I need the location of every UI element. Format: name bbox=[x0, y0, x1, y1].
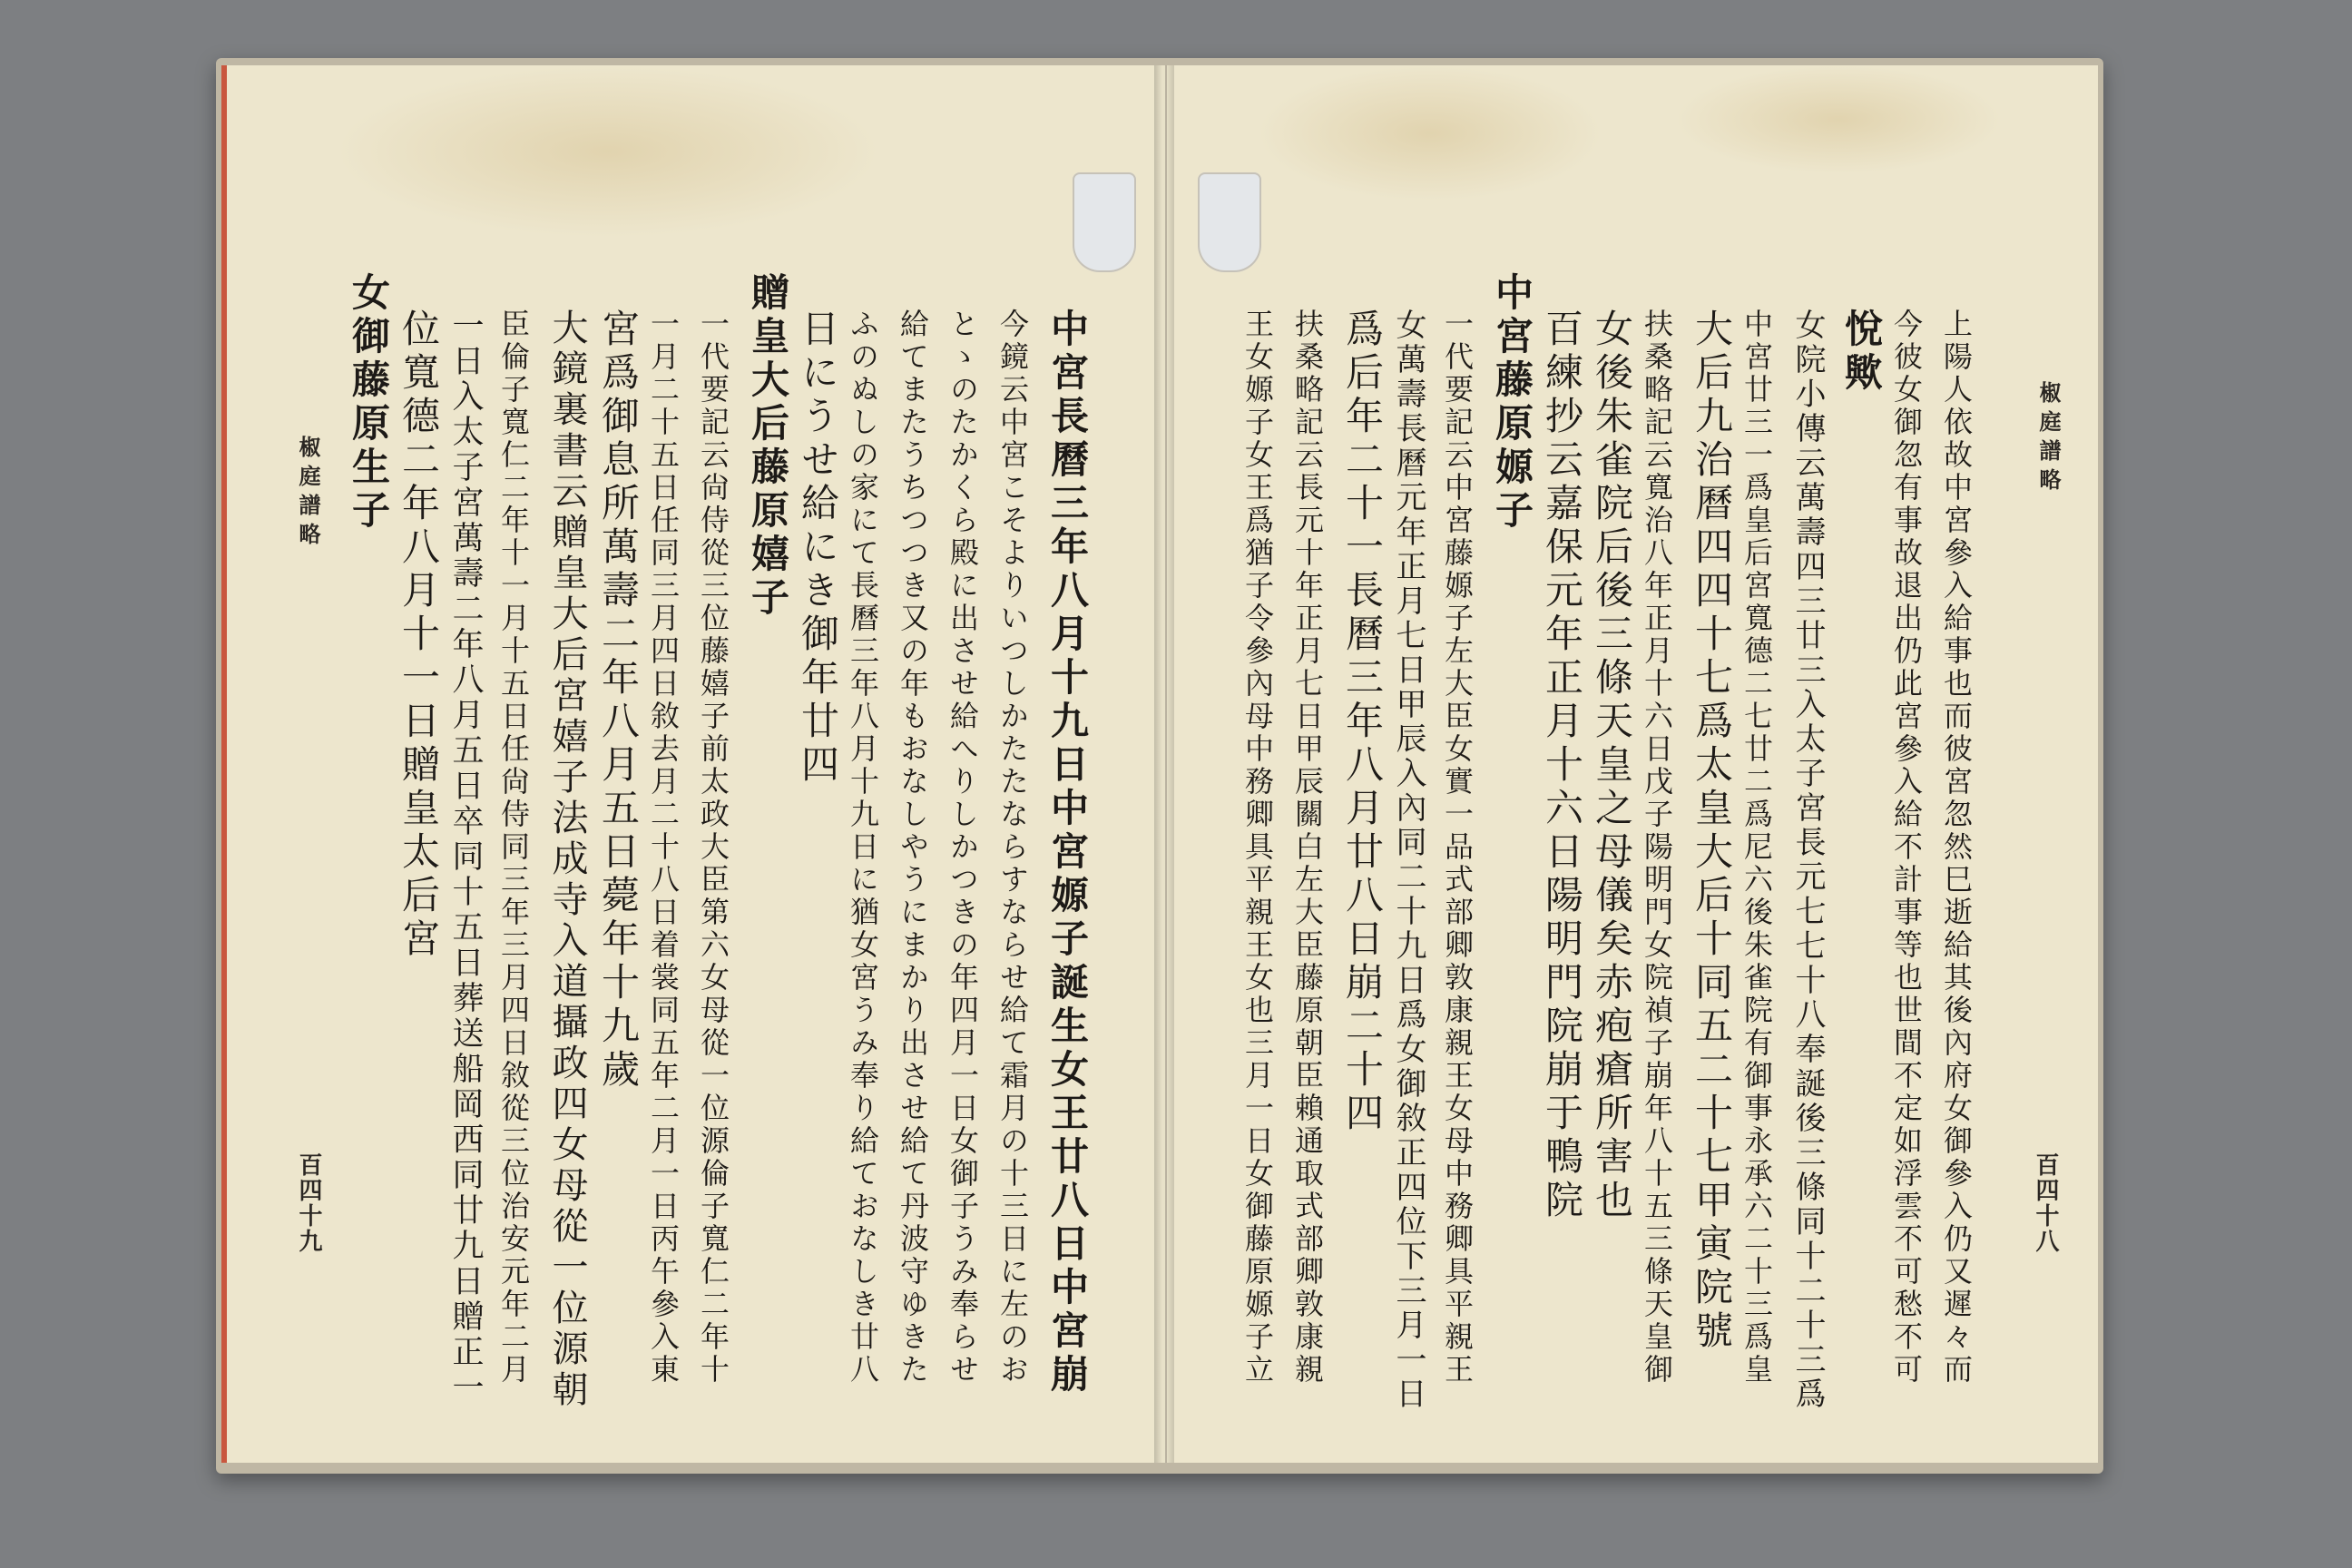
text-column: 一日入太子宮萬壽二年八月五日卒同十五日葬送船岡西同廿九日贈正一 bbox=[447, 309, 484, 1406]
water-stain bbox=[336, 65, 880, 238]
text-column: 女萬壽長曆元年正月七日甲辰入內同二十九日爲女御敘正四位下三月一日 bbox=[1390, 309, 1426, 1412]
text-column: 扶桑略記云寬治八年正月十六日戊子陽明門女院禎子崩年八十五三條天皇御 bbox=[1640, 309, 1674, 1387]
text-column: 位寬德二年八月十一日贈皇太后宮 bbox=[397, 309, 441, 962]
book-gutter bbox=[1154, 65, 1174, 1463]
text-column: 一代要記云尙侍從三位藤嬉子前太政大臣第六女母從一位源倫子寬仁二年十 bbox=[696, 309, 730, 1387]
torn-paper-tab bbox=[1198, 172, 1261, 272]
text-column: 大后九治曆四四十七爲太皇大后十同五二十七甲寅院號 bbox=[1690, 309, 1734, 1354]
text-column: 給てまたうちつつき又の年もおなしやうにまかり出させ給て丹波守ゆきた bbox=[896, 309, 930, 1387]
page-number-left: 百四十九 bbox=[295, 1152, 322, 1254]
text-column: 中宮長曆三年八月十九日中宮嫄子誕生女王廿八日中宮崩 bbox=[1045, 309, 1090, 1397]
section-heading: 贈皇大后藤原嬉子 bbox=[746, 272, 790, 621]
text-column: 上陽人依故中宮參入給事也而彼宮忽然巳逝給其後內府女御參入仍又遲々而 bbox=[1939, 309, 1974, 1387]
text-column: 中宮廿三一爲皇后宮寬德二七廿二爲尼六後朱雀院有御事永承六二十三爲皇 bbox=[1740, 309, 1774, 1387]
text-column: 悅歟 bbox=[1839, 309, 1884, 396]
running-head: 椒庭譜略 bbox=[2035, 381, 2062, 497]
text-column: 宮爲御息所萬壽二年八月五日薨年十九歲 bbox=[596, 309, 641, 1093]
text-column: ふのぬしの家にて長曆三年八月十九日に猶女宮うみ奉り給ておなしき廿八 bbox=[846, 309, 880, 1387]
text-column: 一代要記云中宮藤嫄子左大臣女實一品式部卿敦康親王女母中務卿具平親王 bbox=[1440, 309, 1475, 1387]
text-column: 今彼女御忽有事故退出仍此宮參入給不計事等也世間不定如浮雲不可愁不可 bbox=[1889, 309, 1924, 1387]
text-column: 女後朱雀院后後三條天皇之母儀矣赤疱瘡所害也 bbox=[1590, 309, 1634, 1223]
text-column: 日にうせ給にき御年廿四 bbox=[796, 309, 840, 788]
text-column: 爲后年二十一長曆三年八月廿八日崩二十四 bbox=[1340, 309, 1385, 1136]
text-column: 一月二十五日任同三月四日敘去月二十八日着裳同五年二月一日丙午參入東 bbox=[646, 309, 681, 1387]
text-column: とゝのたかくら殿に出させ給へりしかつきの年四月一日女御子うみ奉らせ bbox=[946, 309, 980, 1387]
running-head: 椒庭譜略 bbox=[295, 436, 321, 552]
text-column: 百練抄云嘉保元年正月十六日陽明門院崩于鴨院 bbox=[1540, 309, 1584, 1223]
water-stain bbox=[1258, 65, 1602, 201]
text-column: 今鏡云中宮こそよりいつしかたたならすならせ給て霜月の十三日に左のお bbox=[995, 309, 1030, 1387]
section-heading: 中宮藤原嫄子 bbox=[1490, 272, 1534, 534]
text-column: 王女嫄子女王爲猶子令參內母中務卿具平親王女也三月一日女御藤原嫄子立 bbox=[1240, 309, 1275, 1387]
page-number-right: 百四十八 bbox=[2032, 1152, 2059, 1254]
text-column: 大鏡裏書云贈皇大后宮嬉子法成寺入道攝政四女母從一位源朝 bbox=[546, 309, 588, 1411]
water-stain bbox=[1675, 65, 2002, 174]
section-heading: 女御藤原生子 bbox=[347, 272, 391, 534]
text-column: 扶桑略記云長元十年正月七日甲辰關白左大臣藤原朝臣賴通取式部卿敦康親 bbox=[1290, 309, 1325, 1387]
text-column: 臣倫子寬仁二年十一月十五日任尙侍同三年三月四日敘從三位治安元年二月 bbox=[496, 309, 531, 1387]
text-column: 女院小傳云萬壽四三廿三入太子宮長元七七十八奉誕後三條同十二十三爲 bbox=[1789, 309, 1826, 1412]
torn-paper-tab bbox=[1073, 172, 1136, 272]
